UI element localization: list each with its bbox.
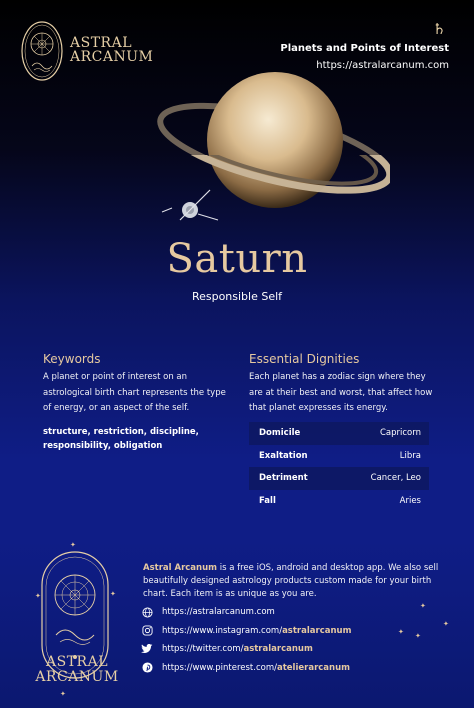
dignity-label: Domicile [259, 428, 301, 439]
star-icon: ✦ [415, 632, 421, 640]
page-subtitle: Responsible Self [191, 290, 283, 303]
dignity-value: Aries [399, 495, 421, 506]
star-icon: ✦ [443, 620, 449, 628]
keywords-list-line1: structure, restriction, discipline, [43, 427, 199, 437]
keywords-list-line2: responsibility, obligation [43, 441, 163, 451]
star-icon: ✦ [420, 602, 426, 610]
instagram-link[interactable] [141, 622, 351, 641]
table-row [249, 445, 429, 468]
keywords-description: A planet or point of interest on an astrological birth chart represents the type of energy, or an aspect of the self. [43, 372, 226, 413]
header-url[interactable]: https://astralarcanum.com [316, 60, 449, 71]
star-icon: ✦ [70, 541, 76, 549]
globe-icon [141, 606, 153, 618]
website-url: https://astralarcanum.com [162, 607, 275, 618]
pinterest-link[interactable] [141, 659, 351, 678]
saturn-planet-image [150, 60, 390, 250]
social-links [141, 603, 351, 677]
pinterest-handle: atelierarcanum [276, 662, 350, 673]
instagram-icon [141, 625, 153, 637]
brand-line1: ASTRAL [70, 35, 132, 51]
dignity-label: Detriment [259, 473, 308, 484]
keywords-heading: Keywords [43, 352, 101, 366]
twitter-link[interactable] [141, 640, 351, 659]
dignities-description: Each planet has a zodiac sign where they are at their best and worst, that affect how that planet expresses its energy. [249, 372, 433, 413]
header-category: Planets and Points of Interest [280, 43, 449, 54]
dignity-label: Fall [259, 495, 276, 506]
about-brand: Astral Arcanum [143, 563, 218, 573]
dignity-label: Exaltation [259, 450, 308, 461]
dignity-value: Libra [399, 450, 421, 461]
keywords-list [43, 425, 199, 453]
brand-wordmark [70, 36, 153, 64]
table-row [249, 422, 429, 445]
dignities-table [249, 422, 429, 512]
star-icon: ✦ [110, 590, 116, 598]
table-row [249, 467, 429, 490]
dignity-value: Cancer, Leo [370, 473, 421, 484]
star-icon: ✦ [60, 690, 66, 698]
instagram-url-prefix: https://www.instagram.com/ [162, 625, 283, 636]
dignity-value: Capricorn [379, 428, 421, 439]
footer-brand-line2: ARCANUM [35, 669, 119, 685]
page-title: Saturn [166, 236, 308, 282]
astral-arcanum-logo [20, 20, 64, 82]
website-link[interactable] [141, 603, 351, 622]
twitter-url-prefix: https://twitter.com/ [162, 644, 244, 655]
star-icon: ✦ [398, 628, 404, 636]
star-icon: ✦ [35, 592, 41, 600]
dignities-heading: Essential Dignities [249, 352, 360, 366]
spacecraft-icon [162, 190, 218, 220]
footer-brand-wordmark [22, 655, 132, 685]
brand-line2: ARCANUM [70, 49, 154, 65]
saturn-symbol-icon: ♄ [432, 20, 446, 38]
about-text [143, 562, 453, 601]
pinterest-icon [141, 662, 153, 674]
twitter-handle: astralarcanum [243, 644, 313, 655]
instagram-handle: astralarcanum [282, 625, 352, 636]
table-row [249, 490, 429, 513]
pinterest-url-prefix: https://www.pinterest.com/ [162, 662, 277, 673]
footer-brand-line1: ASTRAL [46, 654, 108, 670]
about-body: is a free iOS, android and desktop app. We also sell beautifully designed astrology products custom made for your birth chart. Each item is as unique as you are. [143, 563, 439, 599]
twitter-icon [141, 643, 153, 655]
